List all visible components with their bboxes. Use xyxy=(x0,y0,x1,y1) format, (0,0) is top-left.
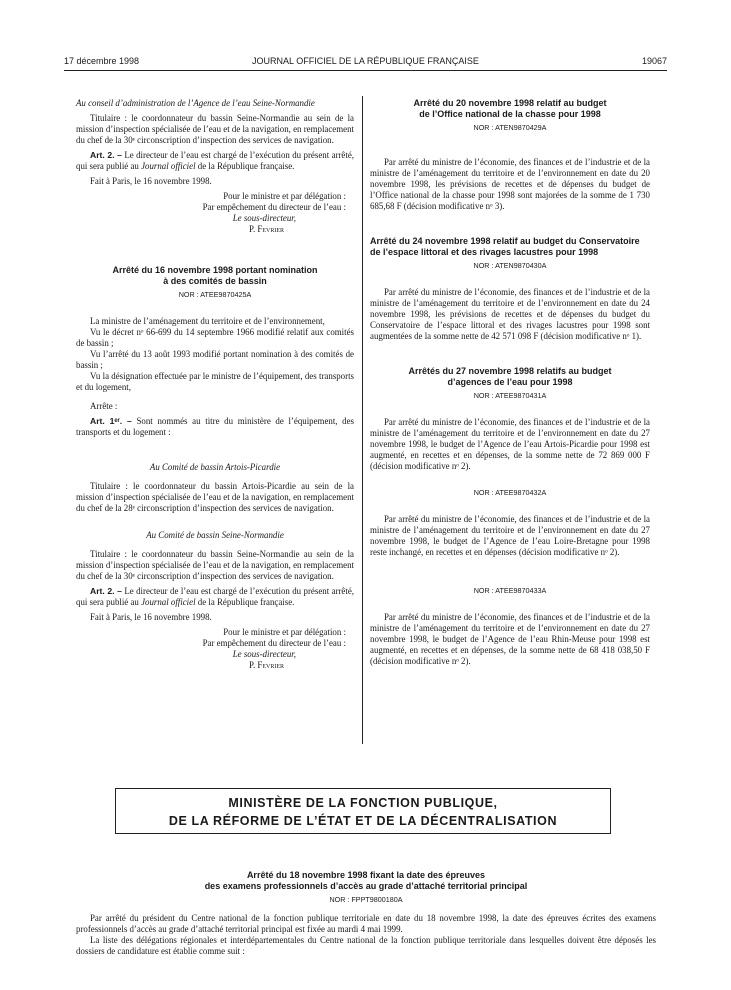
bottom-section xyxy=(76,870,656,957)
paragraph: Par arrêté du ministre de l’économie, des finances et de l’industrie et de la ministre de l’aménagement du territoire et de l’environnement en date du 20 novembre 1998, les prévisions de recettes et de dépenses du budget de l’Office national de la chasse pour 1998 sont majorées de la somme de 1 730 685,68 F (décision modificative nᵒ 3). xyxy=(370,157,650,211)
committee-heading: Au Comité de bassin Artois-Picardie xyxy=(149,462,281,472)
nor-reference: NOR : ATEE9870431A xyxy=(473,391,547,400)
signature-block: Pour le ministre et par délégation : Par empêchement du directeur de l’eau : Le sous-directeur, P. Fevrier xyxy=(76,191,354,235)
nor-reference: NOR : FPPT9800180A xyxy=(329,895,403,904)
header-date: 17 décembre 1998 xyxy=(64,56,140,66)
article-label: Art. 2. – xyxy=(90,586,122,596)
article-label: Art. 1ᵉʳ. – xyxy=(90,416,132,426)
paragraph: Vu le décret nᵒ 66-699 du 14 septembre 1966 modifié relatif aux comités de bassin ; xyxy=(76,327,354,348)
paragraph: Par arrêté du ministre de l’économie, des finances et de l’industrie et de la ministre de l’aménagement du territoire et de l’environnement en date du 27 novembre 1998, le budget de l’Agence de l’eau Artois-Picardie pour 1998 est augmenté, en recettes et en dépenses, de la somme nette de 72 869 000 F (décision modificative nᵒ 2). xyxy=(370,417,650,471)
nor-reference: NOR : ATEE9870425A xyxy=(178,290,252,299)
paragraph: Par arrêté du président du Centre national de la fonction publique territoriale en date du 18 novembre 1998, la date des épreuves écrites des examens professionnels d’accès au grade d’attaché territorial principal est fixée au mardi 4 mai 1999. xyxy=(76,913,656,934)
nor-reference: NOR : ATEN9870429A xyxy=(473,123,547,132)
running-header xyxy=(64,56,667,71)
right-column xyxy=(370,98,650,667)
signatory-name: P. Fevrier xyxy=(249,224,284,234)
paragraph: Par arrêté du ministre de l’économie, des finances et de l’industrie et de la ministre de l’aménagement du territoire et de l’environnement en date du 24 novembre 1998, les prévisions de recettes et de dépenses du budget du Conservatoire de l’espace littoral et des rivages lacustres pour 1998 sont augmentées de la somme nette de 42 571 098 F (décision modificative nᵒ 1). xyxy=(370,287,650,341)
paragraph: Par arrêté du ministre de l’économie, des finances et de l’industrie et de la ministre de l’aménagement du territoire et de l’environnement en date du 27 novembre 1998, le budget de l’Agence de l’eau Loire-Bretagne pour 1998 reste inchangé, en recettes et en dépenses (décision modificative nᵒ 2). xyxy=(370,514,650,557)
article-2: Art. 2. – Le directeur de l’eau est chargé de l’exécution du présent arrêté, qui sera publié au Journal officiel de la République française. xyxy=(76,150,354,171)
decree-title: Arrêté du 16 novembre 1998 portant nomination à des comités de bassin xyxy=(112,265,318,286)
nor-reference: NOR : ATEE9870432A xyxy=(473,488,547,497)
header-journal-title: JOURNAL OFFICIEL DE LA RÉPUBLIQUE FRANÇAISE xyxy=(252,56,479,66)
signature-block: Pour le ministre et par délégation : Par empêchement du directeur de l’eau : Le sous-directeur, P. Fevrier xyxy=(76,627,354,671)
paragraph: La ministre de l’aménagement du territoire et de l’environnement, xyxy=(90,316,325,326)
decree-title: Arrêté du 20 novembre 1998 relatif au budget de l’Office national de la chasse pour 1998 xyxy=(413,98,607,119)
ministry-line-2: DE LA RÉFORME DE L’ÉTAT ET DE LA DÉCENTRALISATION xyxy=(168,814,558,828)
paragraph: La liste des délégations régionales et interdépartementales du Centre national de la fonction publique territoriale dans lesquelles doivent être déposés les dossiers de candidature est établie comme suit : xyxy=(76,935,656,956)
left-column xyxy=(76,98,354,671)
committee-heading: Au Comité de bassin Seine-Normandie xyxy=(146,530,284,540)
column-divider xyxy=(362,96,363,744)
place-date: Fait à Paris, le 16 novembre 1998. xyxy=(90,176,212,186)
signatory-name: P. Fevrier xyxy=(249,660,284,670)
decree-title: Arrêtés du 27 novembre 1998 relatifs au budget d’agences de l’eau pour 1998 xyxy=(408,366,612,387)
paragraph: Titulaire : le coordonnateur du bassin Seine-Normandie au sein de la mission d’inspection spécialisée de l’eau et de la navigation, en remplacement du chef de la 30ᵉ circonscription d’inspection des services de navigation. xyxy=(76,113,354,145)
section-heading: Au conseil d’administration de l’Agence de l’eau Seine-Normandie xyxy=(76,98,315,108)
header-page-number: 19067 xyxy=(641,56,667,66)
paragraph: Vu la désignation effectuée par le ministre de l’équipement, des transports et du logement, xyxy=(76,371,354,392)
place-date: Fait à Paris, le 16 novembre 1998. xyxy=(90,612,212,622)
nor-reference: NOR : ATEN9870430A xyxy=(473,261,547,270)
article-1: Art. 1ᵉʳ. – Sont nommés au titre du ministère de l’équipement, des transports et du logement : xyxy=(76,416,355,437)
ministry-heading-box xyxy=(115,788,611,834)
paragraph: Vu l’arrêté du 13 août 1993 modifié portant nomination à des comités de bassin ; xyxy=(76,349,354,370)
decree-title: Arrêté du 24 novembre 1998 relatif au budget du Conservatoire de l’espace littoral et des rivages lacustres pour 1998 xyxy=(370,236,640,257)
paragraph: Par arrêté du ministre de l’économie, des finances et de l’industrie et de la ministre de l’aménagement du territoire et de l’environnement en date du 27 novembre 1998, le budget de l’Agence de l’eau Rhin-Meuse pour 1998 est augmenté, en recettes et en dépenses, de la somme nette de 68 418 038,50 F (décision modificative nᵒ 2). xyxy=(370,612,650,666)
article-2: Art. 2. – Le directeur de l’eau est chargé de l’exécution du présent arrêté, qui sera publié au Journal officiel de la République française. xyxy=(76,586,354,607)
paragraph: Titulaire : le coordonnateur du bassin Artois-Picardie au sein de la mission d’inspection spécialisée de l’eau et de la navigation, en remplacement du chef de la 28ᵉ circonscription d’inspection des services de navigation. xyxy=(76,481,354,513)
ministry-line-1: MINISTÈRE DE LA FONCTION PUBLIQUE, xyxy=(228,796,498,810)
decree-title: Arrêté du 18 novembre 1998 fixant la date des épreuves des examens professionnels d’accès au grade d’attaché territorial principal xyxy=(204,870,528,891)
article-label: Art. 2. – xyxy=(90,150,122,160)
nor-reference: NOR : ATEE9870433A xyxy=(473,586,547,595)
arrete-label: Arrête : xyxy=(90,401,118,411)
paragraph: Titulaire : le coordonnateur du bassin Seine-Normandie au sein de la mission d’inspection spécialisée de l’eau et de la navigation, en remplacement du chef de la 30ᵉ circonscription d’inspection des services de navigation. xyxy=(76,549,354,581)
